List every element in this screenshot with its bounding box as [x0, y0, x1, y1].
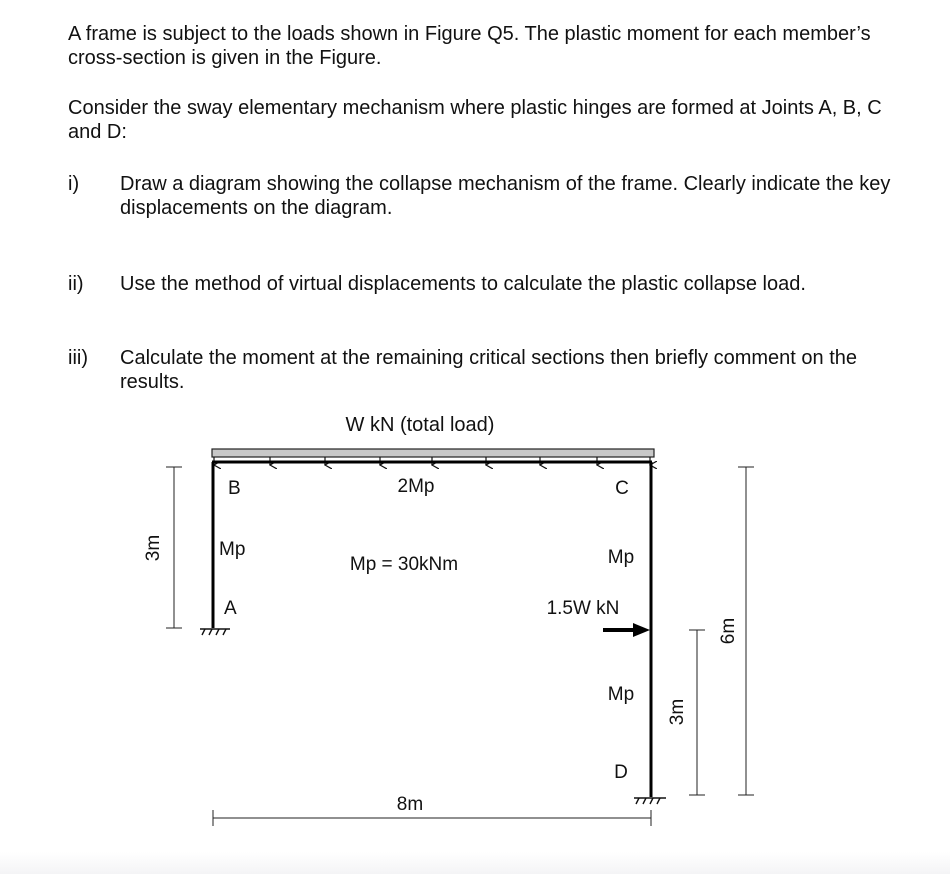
- udl-label: W kN (total load): [345, 414, 495, 436]
- point-load-label: 1.5W kN: [546, 598, 620, 619]
- part-iii-text: Calculate the moment at the remaining critical sections then briefly comment on the results.: [120, 347, 858, 393]
- support-d: [634, 798, 666, 804]
- part-i-text: Draw a diagram showing the collapse mechanism of the frame. Clearly indicate the key displacements on the diagram.: [120, 173, 891, 219]
- intro-paragraph: A frame is subject to the loads shown in Figure Q5. The plastic moment for each member’s cross-section is given in the Figure.: [68, 23, 871, 69]
- part-i-marker: i): [68, 173, 80, 195]
- dim-total-height-line: [738, 467, 754, 795]
- part-ii-text: Use the method of virtual displacements to calculate the plastic collapse load.: [120, 273, 806, 295]
- span-dimension-label: 8m: [396, 794, 424, 815]
- dim-right-lower-line: [689, 630, 705, 795]
- node-c-label: C: [615, 478, 629, 499]
- page-bottom-edge: [0, 852, 950, 874]
- node-b-label: B: [228, 478, 241, 499]
- node-a-label: A: [224, 598, 237, 619]
- part-ii-marker: ii): [68, 273, 84, 295]
- total-height-dimension-label: 6m: [718, 617, 739, 645]
- consider-paragraph: Consider the sway elementary mechanism where plastic hinges are formed at Joints A, B, C and D:: [68, 97, 882, 143]
- right-lower-moment-label: Mp: [607, 684, 635, 705]
- support-a: [200, 629, 230, 635]
- dim-left-height-line: [166, 467, 182, 628]
- beam-moment-label: 2Mp: [397, 476, 435, 497]
- dim-span-line: [213, 810, 651, 826]
- left-height-dimension-label: 3m: [143, 534, 164, 562]
- point-load-arrow: [603, 623, 650, 637]
- node-d-label: D: [614, 762, 628, 783]
- left-column-moment-label: Mp: [219, 539, 246, 560]
- part-iii-marker: iii): [68, 347, 88, 369]
- right-lower-dimension-label: 3m: [667, 698, 688, 726]
- right-upper-moment-label: Mp: [607, 547, 635, 568]
- udl-band: [212, 449, 654, 457]
- mp-value-label: Mp = 30kNm: [349, 554, 459, 575]
